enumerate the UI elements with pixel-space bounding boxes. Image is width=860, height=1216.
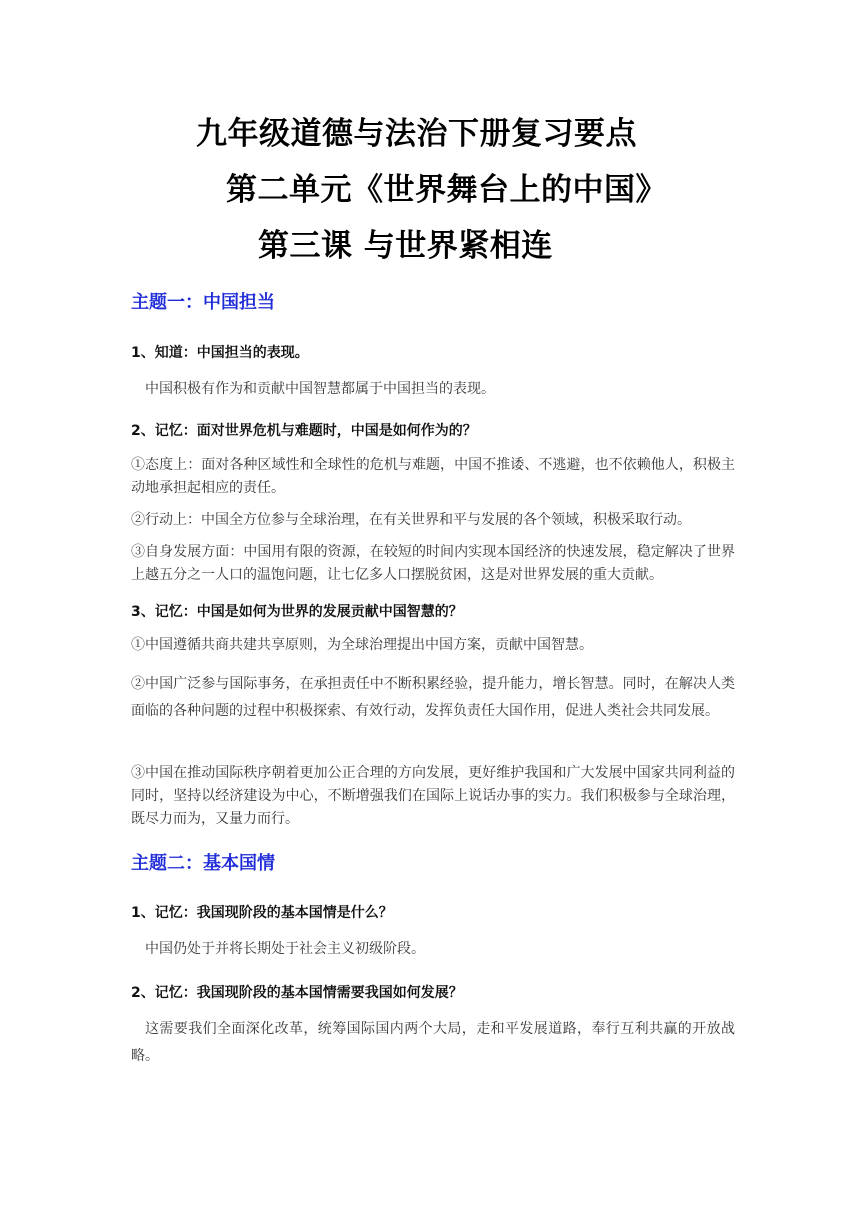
answer-paragraph: 中国仍处于并将长期处于社会主义初级阶段。 [145,941,425,957]
question: 1、记忆：我国现阶段的基本国情是什么？ [131,905,393,921]
topic-heading: 主题一：中国担当 [131,292,275,313]
answer-paragraph: ①中国遵循共商共建共享原则，为全球治理提出中国方案，贡献中国智慧。 [131,637,593,653]
document-title: 九年级道德与法治下册复习要点 [196,116,637,152]
answer-paragraph: ②中国广泛参与国际事务，在承担责任中不断积累经验，提升能力，增长智慧。同时，在解决人类面临的各种问题的过程中积极探索、有效行动，发挥负责任大国作用，促进人类社会共同发展。 [131,676,735,719]
question: 1、知道：中国担当的表现。 [131,345,309,361]
question: 2、记忆：面对世界危机与难题时，中国是如何作为的？ [131,423,477,439]
question: 2、记忆：我国现阶段的基本国情需要我国如何发展？ [131,985,463,1001]
answer-paragraph: ③中国在推动国际秩序朝着更加公正合理的方向发展，更好维护我国和广大发展中国家共同利益的同时，坚持以经济建设为中心，不断增强我们在国际上说话办事的实力。我们积极参与全球治理，既尽力而为，又量力而行。 [131,765,735,827]
answer-paragraph: ③自身发展方面：中国用有限的资源，在较短的时间内实现本国经济的快速发展，稳定解决了世界上越五分之一人口的温饱问题，让七亿多人口摆脱贫困，这是对世界发展的重大贡献。 [131,544,735,583]
topic-heading: 主题二：基本国情 [131,853,275,874]
answer-paragraph: ②行动上：中国全方位参与全球治理，在有关世界和平与发展的各个领域，积极采取行动。 [131,512,691,528]
unit-title: 第二单元《世界舞台上的中国》 [226,172,667,208]
answer-paragraph: 中国积极有作为和贡献中国智慧都属于中国担当的表现。 [145,381,495,397]
lesson-title: 第三课 与世界紧相连 [258,228,553,264]
answer-paragraph: ①态度上：面对各种区域性和全球性的危机与难题，中国不推诿、不逃避，也不依赖他人，积极主动地承担起相应的责任。 [131,457,735,496]
question: 3、记忆：中国是如何为世界的发展贡献中国智慧的？ [131,604,463,620]
answer-paragraph: 这需要我们全面深化改革，统筹国际国内两个大局，走和平发展道路，奉行互利共赢的开放战略。 [131,1021,735,1064]
